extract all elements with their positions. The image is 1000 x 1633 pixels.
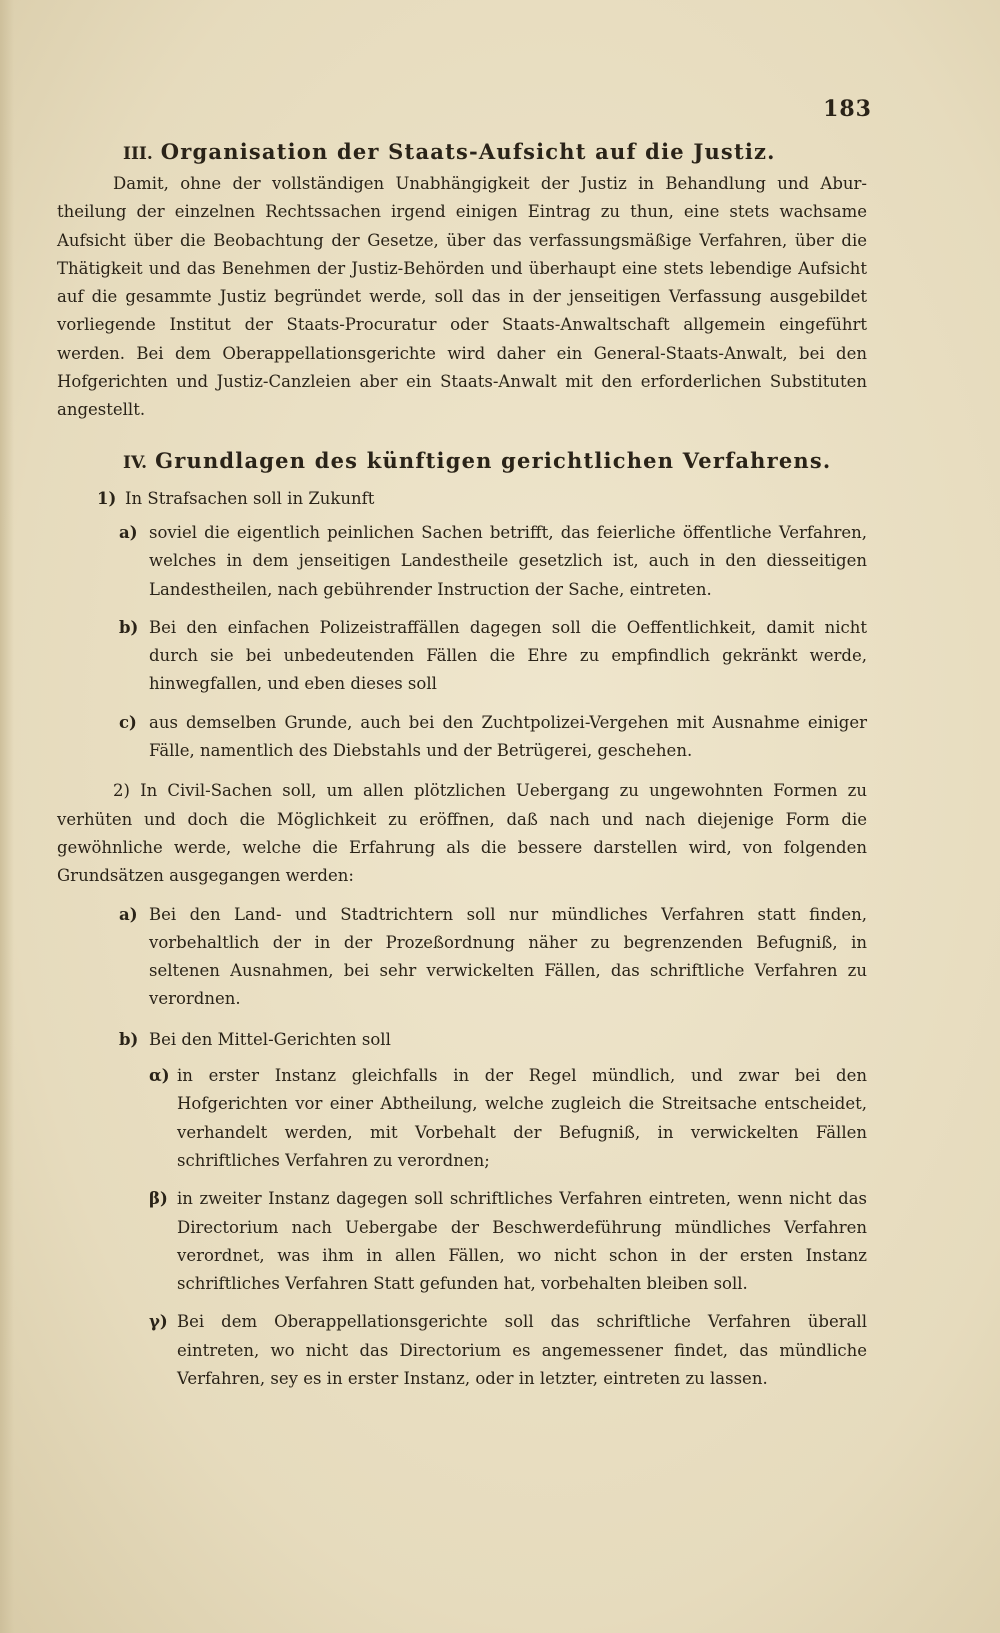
list-item: [57, 709, 867, 766]
list-item: [57, 519, 867, 604]
item-text: soviel die eigentlich peinlichen Sachen betrifft, das feierliche öffentliche Verfahren, welches in dem jenseitigen Landestheile gesetzlich ist, auch in den diesseitigen Landestheilen, nach gebührender Instruction der Sache, eintreten.: [149, 522, 867, 599]
section-title: Grundlagen des künftigen gerichtlichen Verfahrens.: [155, 447, 832, 473]
item-text: Bei den Land- und Stadtrichtern soll nur mündliches Verfahren statt finden, vorbehaltlich der in der Prozeßordnung näher zu begrenzenden Befugniß, in seltenen Ausnahmen, bei sehr verwickelten Fällen, das schriftliche Verfahren zu verordnen.: [149, 904, 867, 1009]
section-title: Organisation der Staats-Aufsicht auf die Justiz.: [160, 139, 776, 164]
item-label: b): [119, 1029, 139, 1049]
item-text: in zweiter Instanz dagegen soll schriftliches Verfahren eintreten, wenn nicht das Directorium nach Uebergabe der Beschwerdeführung mündliches Verfahren verordnet, was ihm in allen Fällen, wo nicht schon in der ersten Instanz schriftliches Verfahren Statt gefunden hat, vorbehalten bleiben soll.: [177, 1189, 867, 1294]
paragraph: 2) In Civil-Sachen soll, um allen plötzlichen Uebergang zu ungewohnten Formen zu verhüten und doch die Möglichkeit zu eröffnen, daß nach und nach diejenige Form die gewöhnliche werde, welche die Erfahrung als die bessere darstellen wird, von folgenden Grundsätzen ausgegangen werden:: [57, 781, 867, 886]
section-heading-iii: [123, 136, 867, 170]
list-item: [57, 1185, 867, 1298]
item-label: γ): [149, 1312, 168, 1332]
item-label: β): [149, 1189, 168, 1209]
item-text: aus demselben Grunde, auch bei den Zuchtpolizei-Vergehen mit Ausnahme einiger Fälle, namentlich des Diebstahls und der Betrügerei, geschehen.: [149, 712, 867, 761]
section-number: III.: [123, 144, 153, 164]
item-text: In Strafsachen soll in Zukunft: [125, 488, 375, 508]
section-number: IV.: [123, 452, 148, 473]
list-item: [57, 485, 867, 513]
page-content: [57, 136, 867, 1393]
page-number: 183: [823, 96, 872, 122]
item-text: Bei dem Oberappellationsgerichte soll das schriftliche Verfahren überall eintreten, wo nicht das Directorium es angemessener findet, das mündliche Verfahren, sey es in erster Instanz, oder in letzter, eintreten zu lassen.: [177, 1312, 867, 1388]
list-item: [57, 1308, 867, 1393]
item-label: a): [119, 522, 138, 542]
list-item: [57, 614, 867, 699]
section-heading-iv: [123, 445, 867, 479]
list-item: [57, 1026, 867, 1054]
item-text: in erster Instanz gleichfalls in der Regel mündlich, und zwar bei den Hofgerichten vor einer Abtheilung, welche zugleich die Streitsache entscheidet, verhandelt werden, mit Vorbehalt der Befugniß, in verwickelten Fällen schriftliches Verfahren zu verordnen;: [177, 1066, 867, 1170]
item-label: α): [149, 1066, 170, 1086]
item-label: a): [119, 904, 138, 924]
item-text: Bei den Mittel-Gerichten soll: [149, 1029, 391, 1049]
item-text: Bei den einfachen Polizeistraffällen dagegen soll die Oeffentlichkeit, damit nicht durch sie bei unbedeutenden Fällen die Ehre zu empfindlich gekränkt werde, hinwegfallen, und eben dieses soll: [149, 617, 867, 694]
item-label: c): [119, 712, 137, 732]
item-label: 1): [97, 488, 117, 508]
list-item: [57, 1062, 867, 1175]
list-item: [57, 901, 867, 1014]
paragraph: Damit, ohne der vollständigen Unabhängigkeit der Justiz in Behandlung und Abur-theilung der einzelnen Rechtssachen irgend einigen Eintrag zu thun, eine stets wachsame Aufsicht über die Beobachtung der Gesetze, über das verfassungsmäßige Verfahren, über die Thätigkeit und das Benehmen der Justiz-Behörden und überhaupt eine stets lebendige Aufsicht auf die gesammte Justiz begründet werde, soll das in der jenseitigen Verfassung ausgebildet vorliegende Institut der Staats-Procuratur oder Staats-Anwaltschaft allgemein eingeführt werden. Bei dem Oberappellationsgerichte wird daher ein General-Staats-Anwalt, bei den Hofgerichten und Justiz-Canzleien aber ein Staats-Anwalt mit den erforderlichen Substituten angestellt.: [57, 174, 867, 420]
item-label: b): [119, 617, 139, 637]
